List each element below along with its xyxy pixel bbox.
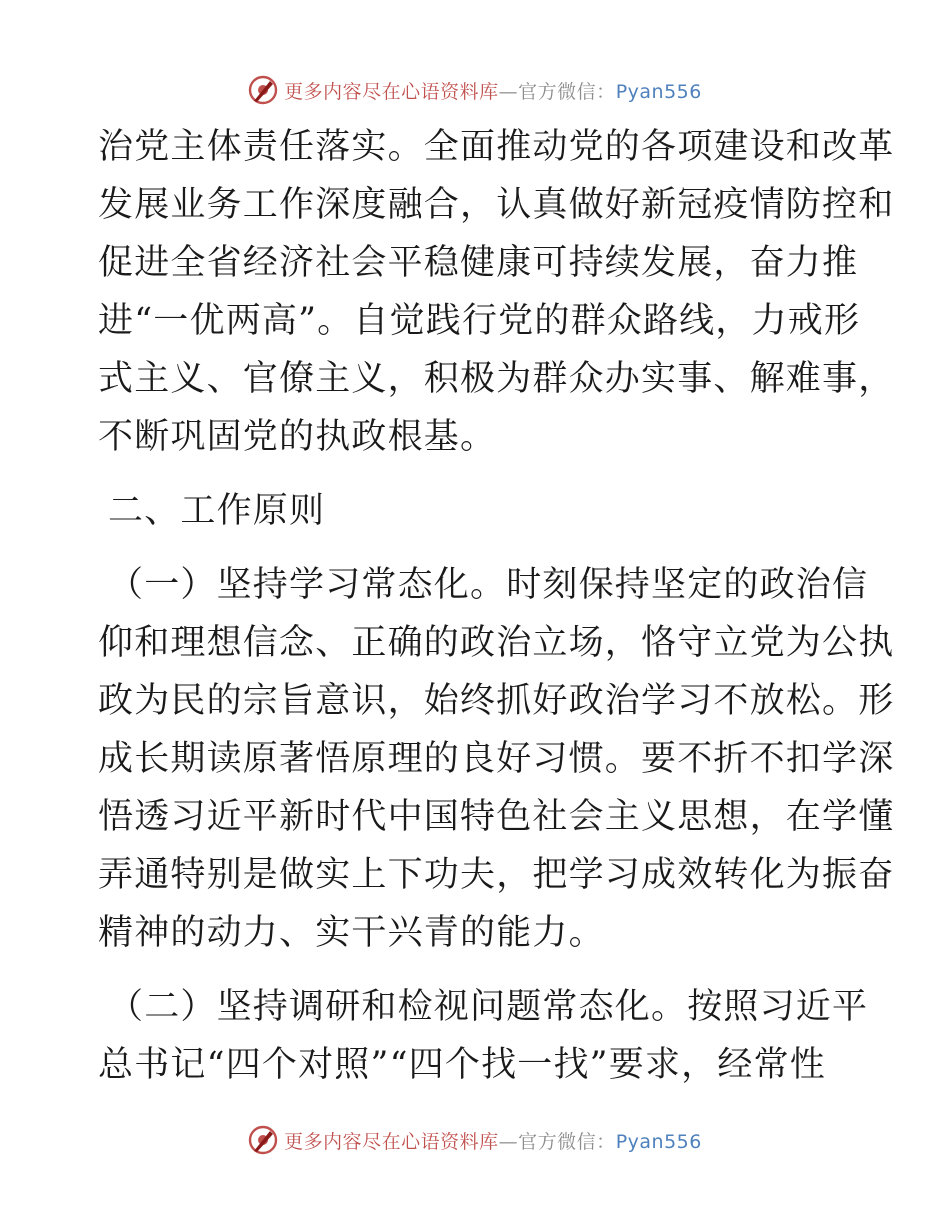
watermark-wechat-id: Pyan556 (615, 1130, 702, 1153)
text-line: 发展业务工作深度融合，认真做好新冠疫情防控和 (98, 185, 895, 225)
watermark-dash: — (498, 80, 519, 103)
watermark-prefix: 更多内容尽在心语资料库 (284, 80, 499, 103)
text-line: 仰和理想信念、正确的政治立场，恪守立党为公执 (98, 623, 895, 663)
text-line: 促进全省经济社会平稳健康可持续发展，奋力推 (98, 243, 859, 283)
section-heading: 二、工作原则 (108, 491, 326, 531)
document-body (98, 118, 895, 1094)
watermark-prefix: 更多内容尽在心语资料库 (284, 1130, 499, 1153)
text-line: 进“一优两高”。自觉践行党的群众路线，力戒形 (98, 301, 861, 341)
text-line: 不断巩固党的执政根基。 (98, 417, 497, 457)
quill-logo-icon (248, 75, 278, 105)
text-line: 政为民的宗旨意识，始终抓好政治学习不放松。形 (98, 681, 895, 721)
text-line: 悟透习近平新时代中国特色社会主义思想，在学懂 (98, 797, 895, 837)
text-line: 总书记“四个对照”“四个找一找”要求，经常性 (98, 1045, 826, 1085)
paragraph-3 (98, 978, 869, 1094)
text-line: 精神的动力、实干兴青的能力。 (98, 913, 605, 953)
text-line: 式主义、官僚主义，积极为群众办实事、解难事， (98, 359, 895, 399)
watermark-label: 官方微信： (518, 1130, 616, 1153)
quill-logo-icon (248, 1125, 278, 1155)
text-line: 治党主体责任落实。全面推动党的各项建设和改革 (98, 127, 895, 167)
text-line: 弄通特别是做实上下功夫，把学习成效转化为振奋 (98, 855, 895, 895)
paragraph-1 (98, 118, 895, 466)
watermark-text (284, 1127, 702, 1154)
watermark-dash: — (498, 1130, 519, 1153)
text-line: （一）坚持学习常态化。时刻保持坚定的政治信 (108, 565, 869, 605)
paragraph-2 (98, 556, 895, 962)
watermark-text (284, 77, 702, 104)
text-line: 成长期读原著悟原理的良好习惯。要不折不扣学深 (98, 739, 895, 779)
header-watermark (0, 72, 950, 108)
footer-watermark (0, 1122, 950, 1158)
watermark-wechat-id: Pyan556 (615, 80, 702, 103)
watermark-label: 官方微信： (518, 80, 616, 103)
text-line: （二）坚持调研和检视问题常态化。按照习近平 (108, 987, 869, 1027)
